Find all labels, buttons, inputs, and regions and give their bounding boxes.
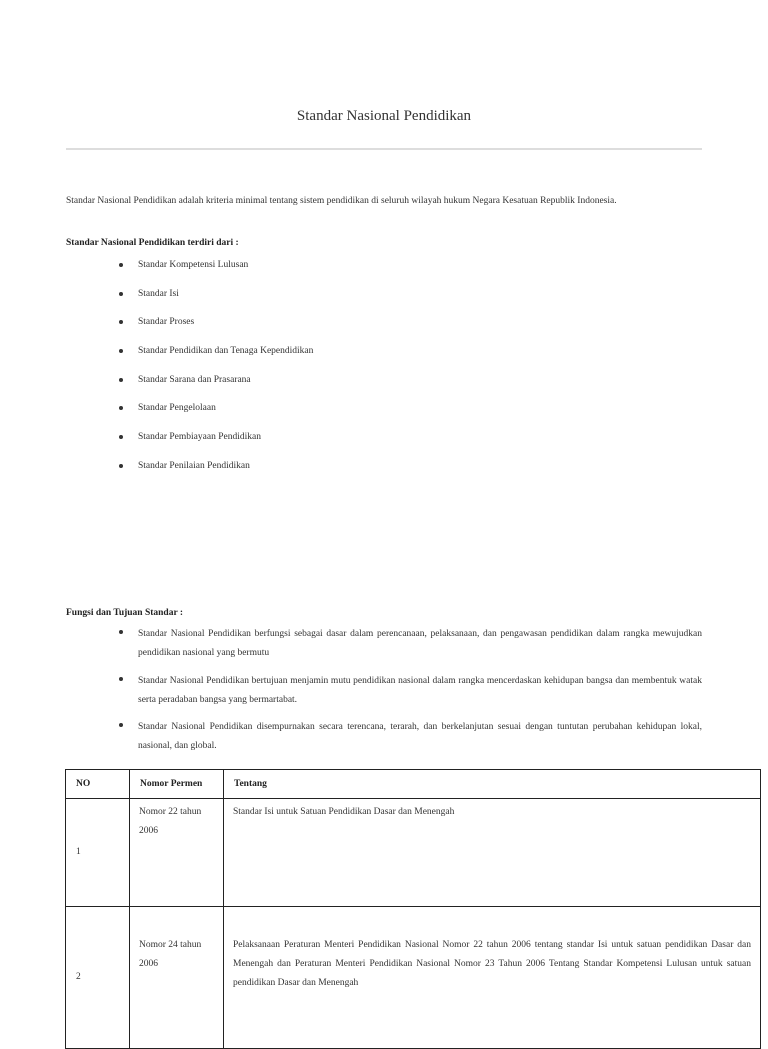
list-item xyxy=(66,373,313,402)
column-header-no: NO xyxy=(66,770,130,799)
bullet-icon xyxy=(119,349,123,353)
bullet-icon xyxy=(119,435,123,439)
functions-heading: Fungsi dan Tujuan Standar : xyxy=(66,608,184,618)
list-item-text: Standar Kompetensi Lulusan xyxy=(138,260,249,270)
cell-tentang: Standar Isi untuk Satuan Pendidikan Dasar dan Menengah xyxy=(224,799,761,907)
list-item xyxy=(66,625,702,663)
list-item xyxy=(66,258,313,287)
bullet-icon xyxy=(119,723,123,727)
list-item-text: Standar Nasional Pendidikan bertujuan menjamin mutu pendidikan nasional dalam rangka mencerdaskan kehidupan bangsa dan membentuk watak serta peradaban bangsa yang bermartabat. xyxy=(138,675,702,705)
column-header-nomor: Nomor Permen xyxy=(130,770,224,799)
list-item-text: Standar Isi xyxy=(138,288,179,299)
list-item xyxy=(66,672,702,710)
table-header-row xyxy=(66,770,761,799)
list-item xyxy=(66,344,313,373)
list-item-text: Standar Pengelolaan xyxy=(138,403,216,414)
table-row xyxy=(66,907,761,1049)
list-item-text: Standar Pembiayaan Pendidikan xyxy=(138,432,261,443)
functions-list xyxy=(66,625,702,765)
cell-nomor: Nomor 24 tahun 2006 xyxy=(130,907,224,1049)
list-item xyxy=(66,401,313,430)
list-item-text: Standar Nasional Pendidikan berfungsi sebagai dasar dalam perencanaan, pelaksanaan, dan pengawasan pendidikan dalam rangka mewujudkan pendidikan nasional yang bermutu xyxy=(138,629,702,658)
table-row xyxy=(66,799,761,907)
bullet-icon xyxy=(119,630,123,634)
standards-heading: Standar Nasional Pendidikan terdiri dari : xyxy=(66,238,239,248)
list-item-text: Standar Pendidikan dan Tenaga Kependidikan xyxy=(138,346,314,357)
bullet-icon xyxy=(119,464,123,468)
list-item-text: Standar Nasional Pendidikan disempurnakan secara terencana, terarah, dan berkelanjutan sesuai dengan tuntutan perubahan kehidupan lokal, nasional, dan global. xyxy=(138,722,702,751)
intro-paragraph: Standar Nasional Pendidikan adalah kriteria minimal tentang sistem pendidikan di seluruh wilayah hukum Negara Kesatuan Republik Indonesia. xyxy=(66,196,617,206)
list-item-text: Standar Penilaian Pendidikan xyxy=(138,460,250,471)
list-item xyxy=(66,430,313,459)
bullet-icon xyxy=(119,292,123,296)
bullet-icon xyxy=(119,320,123,324)
cell-no: 1 xyxy=(66,799,130,907)
column-header-tentang: Tentang xyxy=(224,770,761,799)
bullet-icon xyxy=(119,677,123,681)
list-item-text: Standar Sarana dan Prasarana xyxy=(138,374,251,385)
page-title: Standar Nasional Pendidikan xyxy=(296,108,472,124)
standards-list xyxy=(66,258,313,488)
cell-nomor: Nomor 22 tahun 2006 xyxy=(130,799,224,907)
title-divider xyxy=(66,148,702,150)
cell-no: 2 xyxy=(66,907,130,1049)
bullet-icon xyxy=(119,263,123,267)
bullet-icon xyxy=(119,406,123,410)
list-item xyxy=(66,718,702,756)
list-item xyxy=(66,459,313,488)
list-item xyxy=(66,315,313,344)
list-item-text: Standar Proses xyxy=(138,317,195,328)
list-item xyxy=(66,287,313,316)
regulations-table xyxy=(65,769,761,1049)
cell-tentang: Pelaksanaan Peraturan Menteri Pendidikan Nasional Nomor 22 tahun 2006 tentang standar Isi untuk satuan pendidikan Dasar dan Menengah dan Peraturan Menteri Pendidikan Nasional Nomor 23 Tahun 2006 Tentang Standar Kompetensi Lulusan untuk satuan pendidikan Dasar dan Menengah xyxy=(224,907,761,1049)
bullet-icon xyxy=(119,378,123,382)
